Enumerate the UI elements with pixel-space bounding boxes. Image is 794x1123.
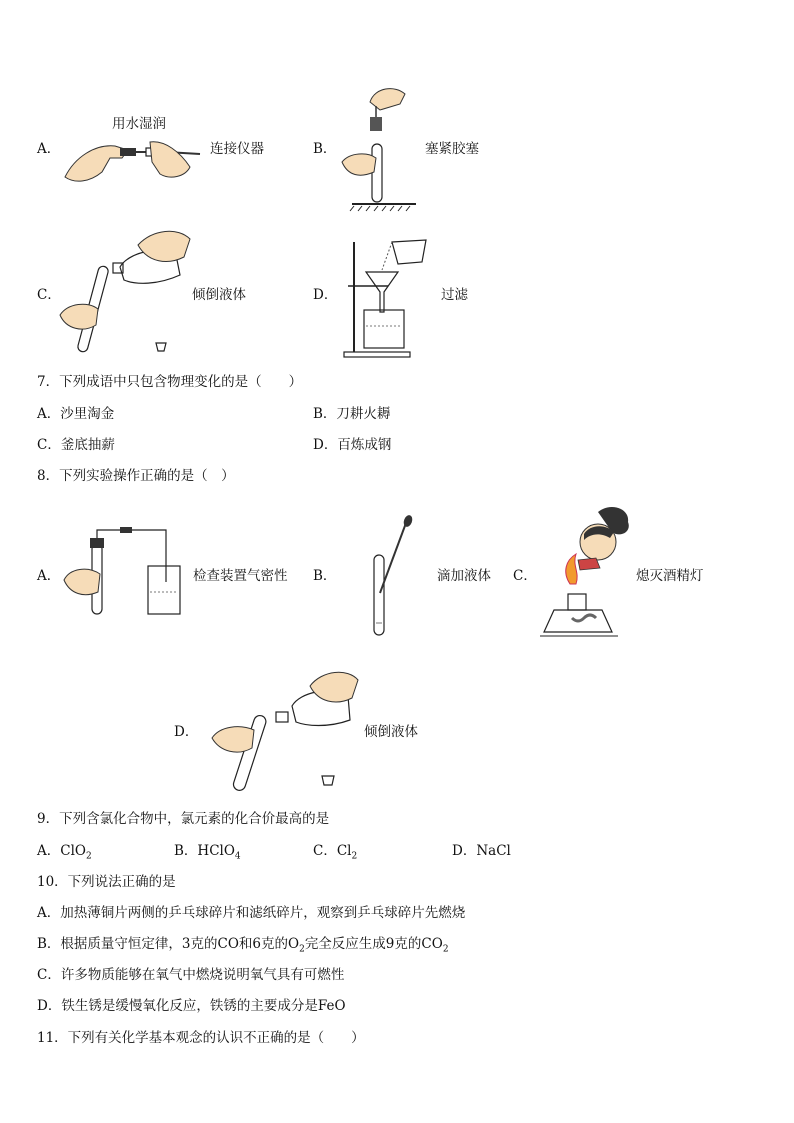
q8-option-a-letter: A．	[37, 568, 61, 584]
q8-option-c-illustration	[540, 502, 640, 642]
q8-option-b-label: 滴加液体	[437, 568, 491, 584]
q10-option-d: D．铁生锈是缓慢氧化反应，铁锈的主要成分是FeO	[37, 998, 346, 1014]
q10-stem: 10．下列说法正确的是	[37, 874, 176, 890]
q7-option-b: B．刀耕火耨	[313, 406, 391, 422]
q6-option-b-letter: B．	[313, 141, 337, 157]
q8-option-b-letter: B．	[313, 568, 337, 584]
q7-option-a: A．沙里淘金	[37, 406, 115, 422]
q9-option-b: B．HClO$_4$	[174, 843, 241, 862]
q6-option-c-illustration	[58, 225, 198, 360]
q6-option-a-annotation: 用水湿润	[112, 116, 166, 132]
q6-option-d-letter: D．	[313, 287, 338, 303]
q6-option-a-illustration	[60, 132, 205, 187]
q7-option-d: D．百炼成钢	[313, 437, 392, 453]
q10-option-b: B．根据质量守恒定律，3克的CO和6克的$O_2$完全反应生成9克的$CO_2$	[37, 936, 449, 955]
q6-option-c-label: 倾倒液体	[192, 287, 246, 303]
q6-option-a-letter: A．	[37, 141, 61, 157]
q8-option-d-illustration	[210, 668, 360, 798]
q9-option-a: A．ClO$_2$	[37, 843, 92, 862]
q6-option-c-letter: C．	[37, 287, 61, 303]
q8-option-b-illustration	[360, 515, 420, 640]
q6-option-d-illustration	[340, 234, 435, 359]
q8-option-c-letter: C．	[513, 568, 537, 584]
q8-option-c-label: 熄灭酒精灯	[636, 568, 704, 584]
q6-option-a-label: 连接仪器	[210, 141, 264, 157]
q8-option-d-label: 倾倒液体	[364, 724, 418, 740]
q7-option-c: C．釜底抽薪	[37, 437, 115, 453]
q11-stem: 11．下列有关化学基本观念的认识不正确的是（ ）	[37, 1030, 365, 1046]
q8-option-a-label: 检查装置气密性	[193, 568, 288, 584]
q8-stem: 8．下列实验操作正确的是（ ）	[37, 468, 235, 484]
q6-option-b-label: 塞紧胶塞	[425, 141, 479, 157]
q9-option-d: D．NaCl	[452, 843, 511, 859]
q6-option-b-illustration	[340, 82, 420, 212]
q6-option-d-label: 过滤	[441, 287, 468, 303]
q8-option-d-letter: D．	[174, 724, 199, 740]
q9-option-c: C．$Cl_2$	[313, 843, 358, 862]
q10-option-a: A．加热薄铜片两侧的乒乓球碎片和滤纸碎片，观察到乒乓球碎片先燃烧	[37, 905, 466, 921]
q9-stem: 9．下列含氯化合物中，氯元素的化合价最高的是	[37, 811, 330, 827]
q10-option-c: C．许多物质能够在氧气中燃烧说明氧气具有可燃性	[37, 967, 345, 983]
q7-stem: 7．下列成语中只包含物理变化的是（ ）	[37, 374, 303, 390]
q8-option-a-illustration	[62, 522, 190, 617]
